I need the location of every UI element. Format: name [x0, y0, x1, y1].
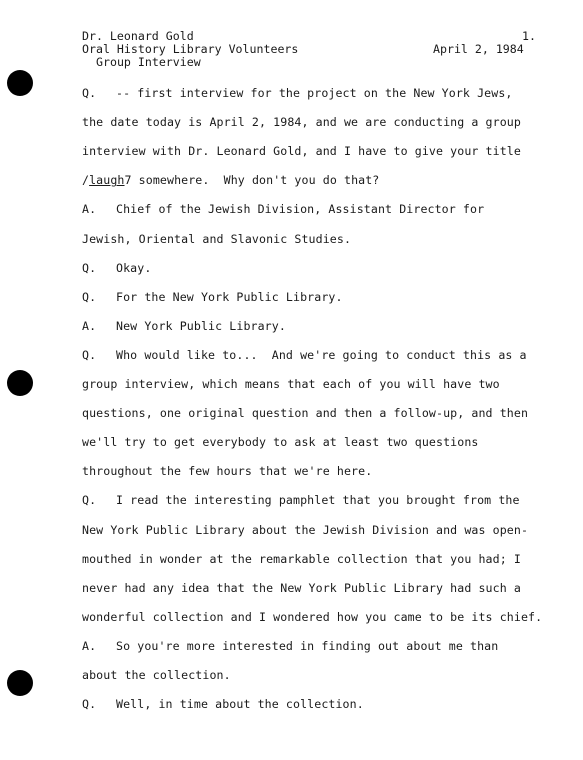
speaker-line	[82, 202, 484, 216]
line-text: group interview, which means that each of you will have two	[82, 377, 500, 391]
line-text: -- first interview for the project on the New York Jews,	[116, 86, 513, 100]
punch-hole	[7, 670, 33, 696]
punch-hole	[7, 70, 33, 96]
stage-direction: /laugh7	[82, 173, 139, 188]
line-text: wonderful collection and I wondered how you came to be its chief.	[82, 609, 543, 624]
line-text: I read the interesting pamphlet that you brought from the	[116, 493, 520, 508]
transcript-line	[82, 144, 521, 158]
header-date: April 2, 1984	[433, 42, 524, 56]
header-name: Dr. Leonard Gold	[82, 29, 194, 43]
transcript-line	[82, 173, 379, 187]
transcript-line	[82, 668, 231, 682]
page-number: 1.	[522, 29, 536, 43]
speaker-label: Q.	[82, 289, 97, 304]
speaker-label: A.	[82, 638, 97, 653]
line-text: Who would like to... And we're going to conduct this as a	[116, 347, 527, 362]
line-text: So you're more interested in finding out about me than	[116, 638, 499, 653]
speaker-line	[82, 290, 343, 304]
transcript-line	[82, 435, 478, 449]
transcript-line	[82, 464, 372, 478]
speaker-label: Q.	[82, 347, 97, 362]
line-text: mouthed in wonder at the remarkable collection that you had; I	[82, 551, 521, 566]
transcript-line	[82, 115, 521, 129]
transcript-line	[82, 581, 521, 595]
speaker-line	[82, 639, 498, 653]
line-text: For the New York Public Library.	[116, 289, 343, 304]
speaker-label: Q.	[82, 493, 97, 508]
speaker-label: Q.	[82, 86, 97, 100]
punch-hole	[7, 370, 33, 396]
line-text: never had any idea that the New York Public Library had such a	[82, 580, 521, 595]
line-text: interview with Dr. Leonard Gold, and I have to give your title	[82, 144, 521, 159]
line-text: about the collection.	[82, 668, 231, 682]
line-text: Chief of the Jewish Division, Assistant Director for	[116, 202, 485, 217]
line-text: Okay.	[116, 260, 152, 275]
header-type: Group Interview	[96, 55, 201, 69]
line-text: throughout the few hours that we're here.	[82, 464, 373, 479]
transcript-line	[82, 406, 528, 420]
transcript-line	[82, 523, 528, 537]
speaker-line	[82, 348, 527, 362]
line-text: New York Public Library about the Jewish Division and was open-	[82, 522, 529, 537]
line-text: Well, in time about the collection.	[116, 697, 364, 712]
line-text: somewhere. Why don't you do that?	[138, 173, 380, 188]
speaker-label: A.	[82, 318, 97, 333]
speaker-label: A.	[82, 202, 97, 217]
line-text: the date today is April 2, 1984, and we are conducting a group	[82, 115, 521, 130]
line-text: we'll try to get everybody to ask at least two questions	[82, 435, 479, 450]
transcript-line	[82, 232, 351, 246]
transcript-line	[82, 610, 542, 624]
line-text: questions, one original question and then a follow-up, and then	[82, 406, 529, 421]
transcript-line	[82, 552, 521, 566]
header-org: Oral History Library Volunteers	[82, 42, 299, 56]
speaker-label: Q.	[82, 260, 97, 275]
speaker-line	[82, 319, 286, 333]
speaker-line	[82, 261, 151, 275]
speaker-label: Q.	[82, 697, 97, 712]
line-text: Jewish, Oriental and Slavonic Studies.	[82, 231, 352, 246]
transcript-line	[82, 377, 500, 391]
speaker-line	[82, 86, 512, 100]
speaker-line	[82, 697, 364, 711]
line-text: New York Public Library.	[116, 318, 286, 333]
speaker-line	[82, 493, 520, 507]
